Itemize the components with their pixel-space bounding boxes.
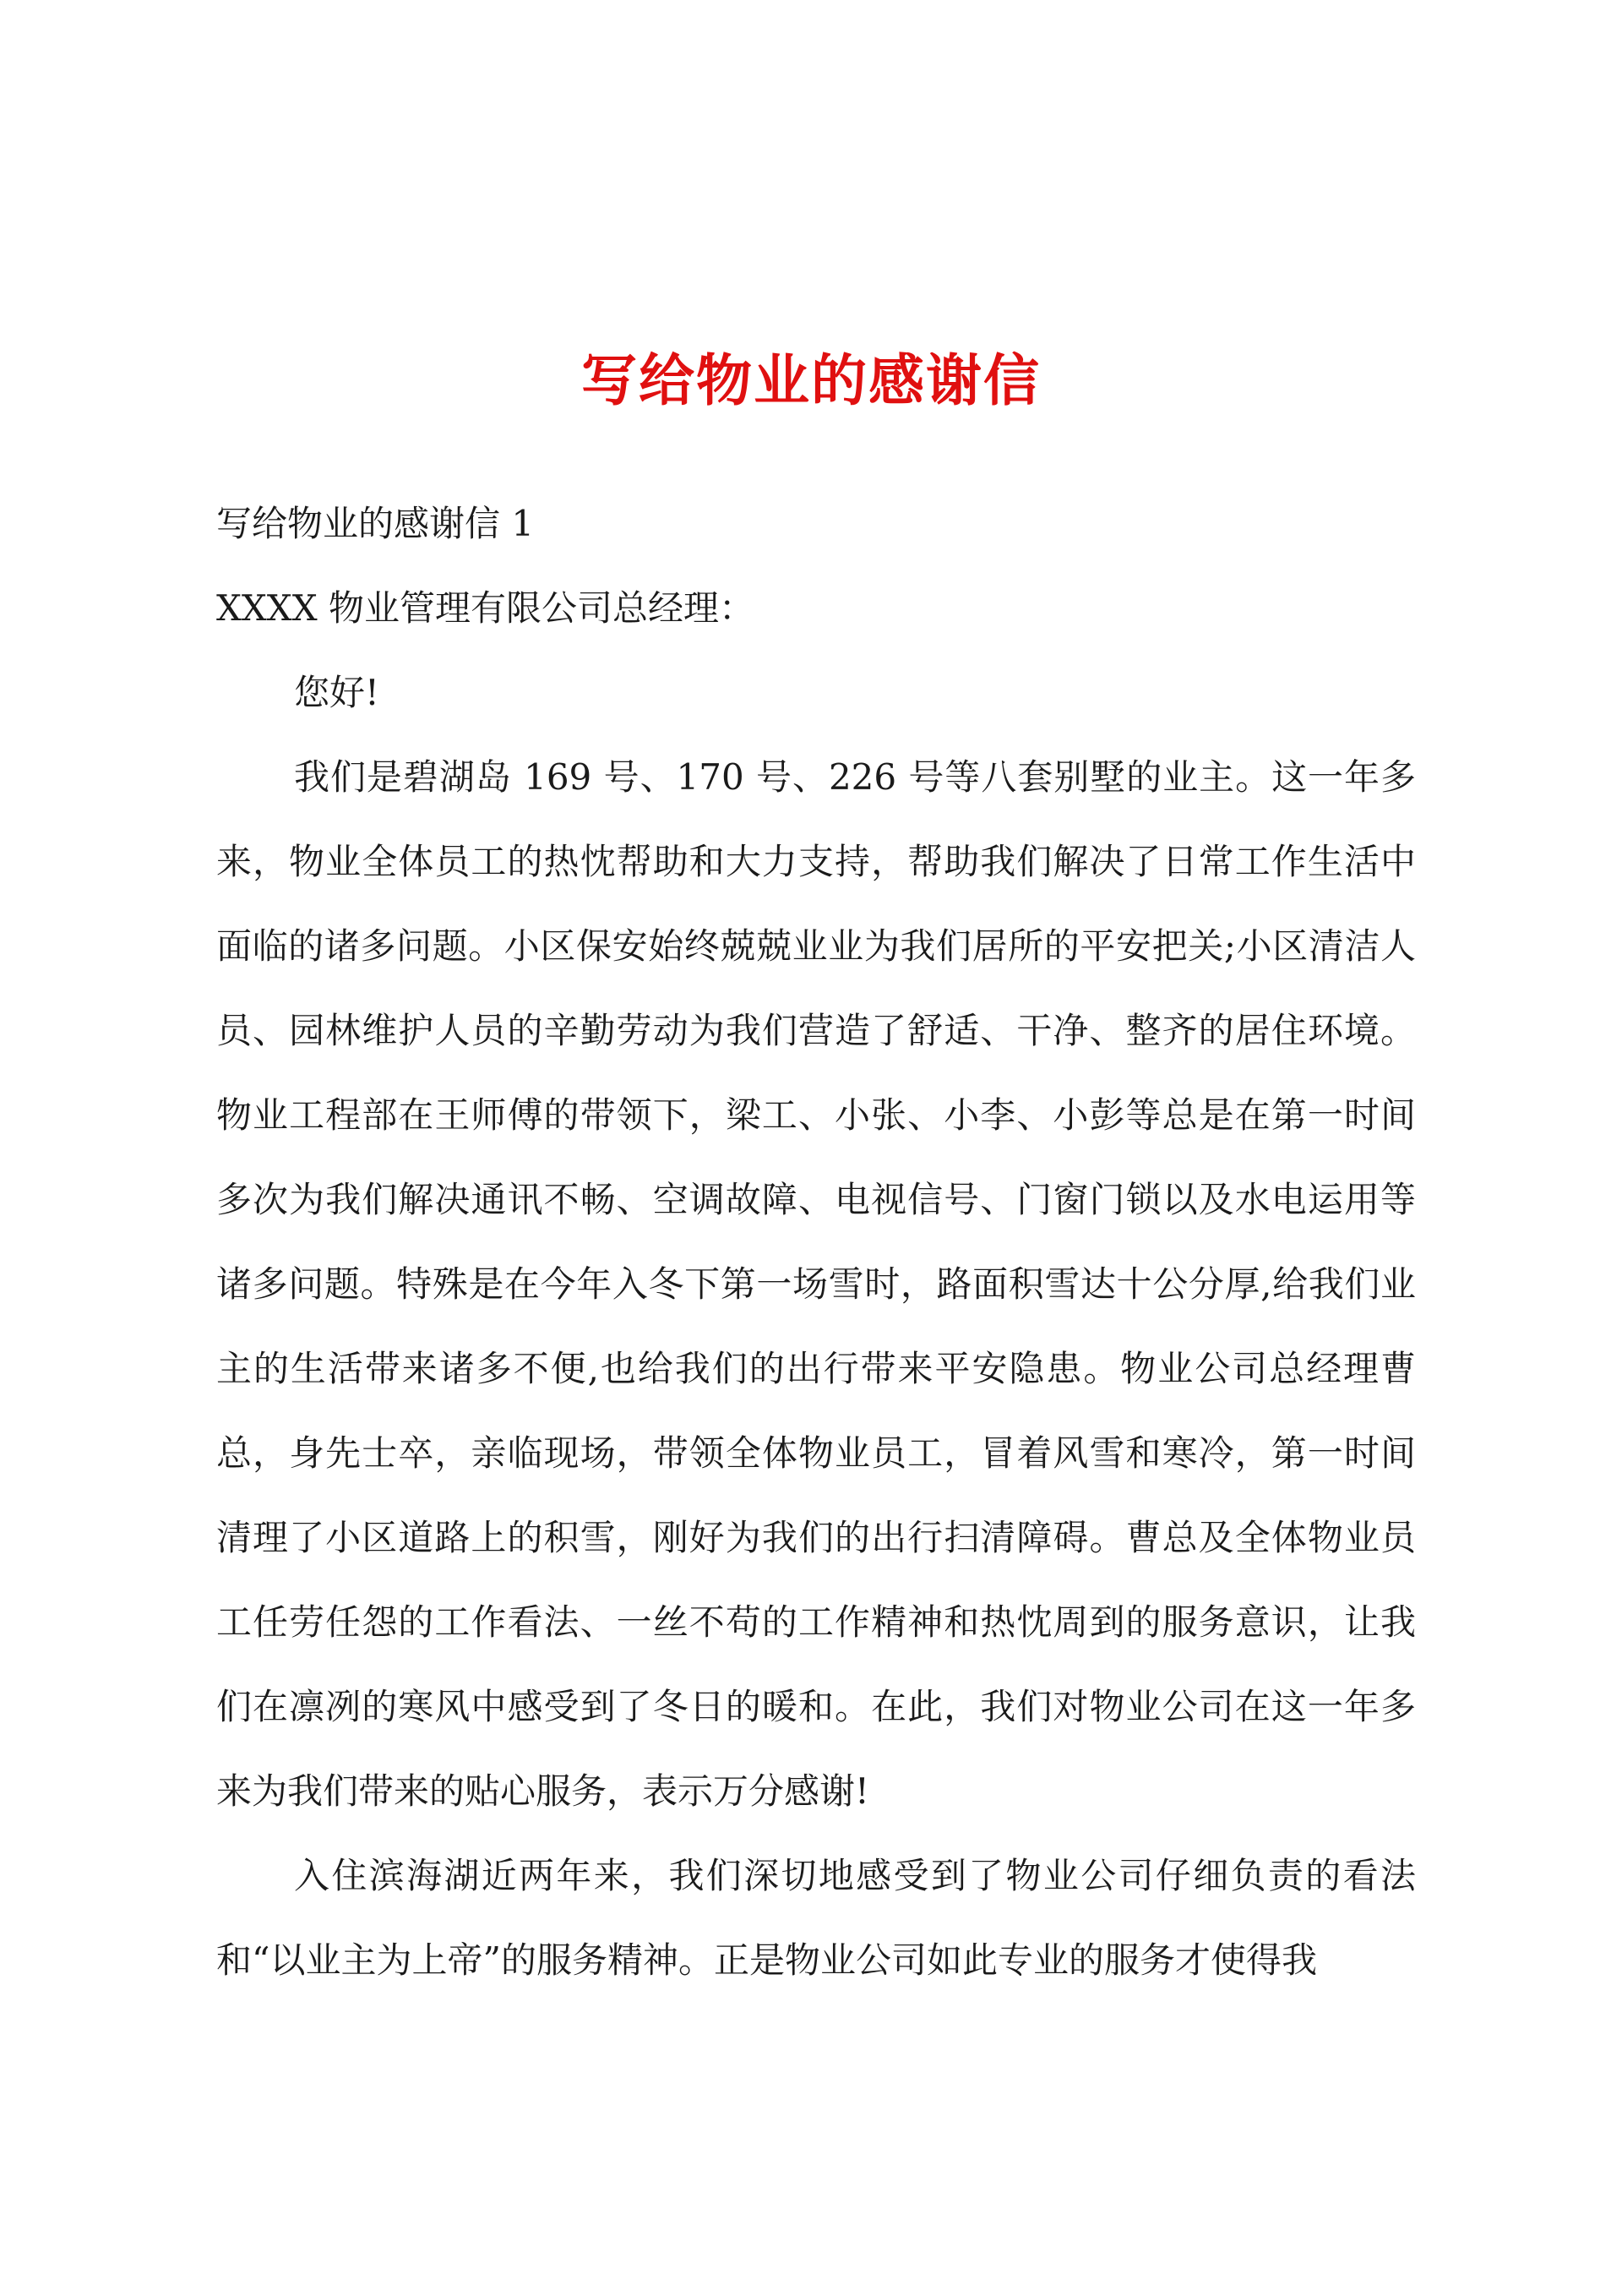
letter-body [216,482,1416,2003]
letter-paragraph-2: 入住滨海湖近两年来，我们深切地感受到了物业公司仔细负责的看法和“以业主为上帝”的服务精神。正是物业公司如此专业的服务才使得我 [216,1855,1416,1981]
letter-greeting: 您好! [294,672,379,713]
letter-salutation: XXXX 物业管理有限公司总经理： [216,587,754,629]
letter-subtitle: 写给物业的感谢信 1 [216,503,535,544]
document-title: 写给物业的感谢信 [581,347,1041,413]
letter-paragraph-1: 我们是碧湖岛 169 号、170 号、226 号等八套别墅的业主。这一年多来，物业全体员工的热忱帮助和大力支持，帮助我们解决了日常工作生活中面临的诸多问题。小区保安始终兢兢业业为我们居所的平安把关;小区清洁人员、园林维护人员的辛勤劳动为我们营造了舒适、干净、整齐的居住环境。物业工程部在王师傅的带领下，梁工、小张、小李、小彭等总是在第一时间多次为我们解决通讯不畅、空调故障、电视信号、门窗门锁以及水电运用等诸多问题。特殊是在今年入冬下第一场雪时，路面积雪达十公分厚,给我们业主的生活带来诸多不便,也给我们的出行带来平安隐患。物业公司总经理曹总，身先士卒，亲临现场，带领全体物业员工，冒着风雪和寒冷，第一时间清理了小区道路上的积雪，刚好为我们的出行扫清障碍。曹总及全体物业员工任劳任怨的工作看法、一丝不苟的工作精神和热忱周到的服务意识，让我们在凛冽的寒风中感受到了冬日的暖和。在此，我们对物业公司在这一年多来为我们带来的贴心服务，表示万分感谢! [216,756,1416,1812]
